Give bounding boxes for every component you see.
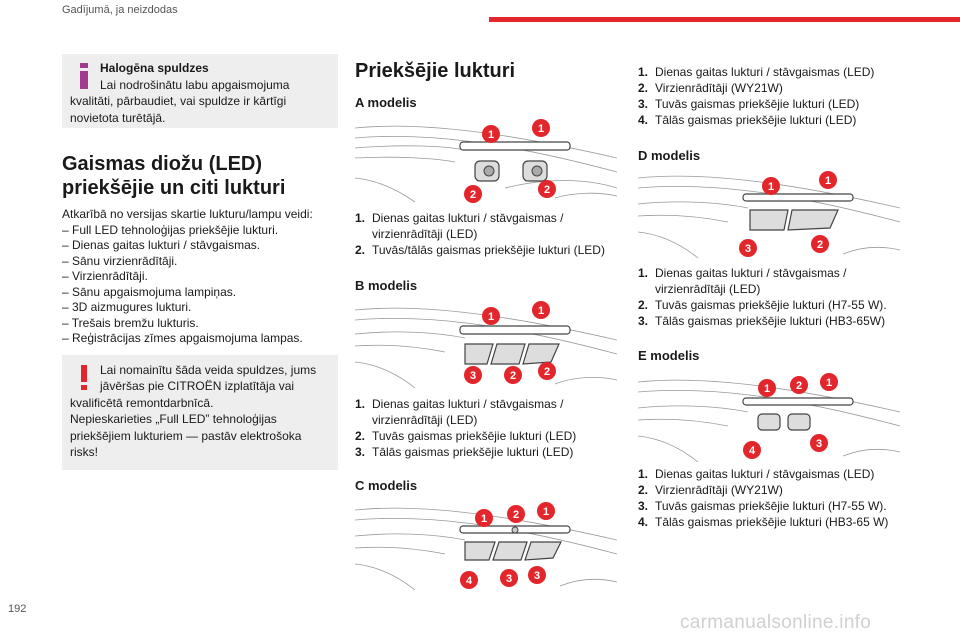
model-b-list (355, 396, 617, 460)
list-item: 1. Dienas gaitas lukturi / stāvgaismas / virzienrādītāji (LED) (355, 397, 564, 427)
headlights-title: Priekšējie lukturi (355, 60, 516, 82)
callout-badge (475, 509, 493, 527)
warning-note (62, 355, 338, 470)
model-a-diagram (355, 118, 617, 206)
led-item: – Trešais bremžu lukturis. (62, 315, 199, 330)
list-item: 2. Virzienrādītāji (WY21W) (638, 483, 783, 497)
model-a-list (355, 210, 617, 258)
badge-label: 1 (537, 123, 545, 135)
callout-badge (819, 171, 837, 189)
badge-label: 2 (509, 370, 517, 382)
callout-badge (507, 505, 525, 523)
badge-label: 3 (469, 370, 477, 382)
drl-strip (743, 398, 853, 405)
lamp-segment (525, 542, 561, 560)
header-accent-bar (489, 17, 960, 22)
lamp-segment (750, 210, 788, 230)
model-d-list (638, 265, 900, 329)
callout-badge (810, 434, 828, 452)
callout-badge (532, 301, 550, 319)
led-item: – 3D aizmugures lukturi. (62, 300, 192, 314)
callout-badge (820, 373, 838, 391)
list-item: 4. Tālās gaismas priekšējie lukturi (HB3-65 W) (638, 515, 889, 529)
model-d-diagram (638, 168, 900, 260)
lamp-segment (523, 344, 559, 364)
info-note (62, 54, 338, 128)
warning-note-line: Lai nomainītu šāda veida spuldzes, jums (100, 362, 317, 377)
callout-badge (482, 307, 500, 325)
drl-strip (743, 194, 853, 201)
model-c-diagram (355, 500, 617, 592)
model-e-heading: E modelis (638, 348, 700, 363)
badge-label: 2 (512, 509, 520, 521)
badge-label: 3 (505, 573, 513, 585)
info-note-line: novietota turētājā. (70, 110, 166, 125)
warning-note-line: priekšējiem lukturiem — pastāv elektrošoka (70, 428, 302, 443)
led-item: – Sānu virzienrādītāji. (62, 253, 178, 268)
info-note-line: kvalitāti, pārbaudiet, vai spuldze ir kārtīgi (70, 94, 287, 108)
lamp-segment (493, 542, 527, 560)
list-item: 1. Dienas gaitas lukturi / stāvgaismas (LED) (638, 467, 875, 481)
callout-badge (537, 502, 555, 520)
model-b-heading: B modelis (355, 278, 418, 293)
badge-label: 4 (748, 445, 756, 457)
led-item: – Full LED tehnoloģijas priekšējie lukturi. (62, 222, 279, 237)
badge-label: 2 (543, 184, 551, 196)
badge-label: 3 (815, 438, 823, 450)
callout-badge (811, 235, 829, 253)
led-item: – Sānu apgaismojuma lampiņas. (62, 284, 237, 299)
callout-badge (504, 366, 522, 384)
badge-label: 2 (469, 189, 477, 201)
model-e-list (638, 466, 900, 530)
list-item: 1. Dienas gaitas lukturi / stāvgaismas / virzienrādītāji (LED) (355, 211, 564, 241)
badge-label: 1 (763, 383, 771, 395)
list-item: 2. Tuvās/tālās gaismas priekšējie lukturi (LED) (355, 243, 605, 257)
list-item: 2. Tuvās gaismas priekšējie lukturi (LED) (355, 429, 577, 443)
callout-badge (739, 239, 757, 257)
list-item: 1. Dienas gaitas lukturi / stāvgaismas (LED) (638, 65, 875, 79)
led-item: – Reģistrācijas zīmes apgaismojuma lampas. (62, 331, 303, 345)
watermark: carmanualsonline.info (680, 612, 872, 633)
list-item: 3. Tuvās gaismas priekšējie lukturi (H7-55 W). (638, 499, 887, 513)
led-section-body (62, 207, 338, 347)
model-e-diagram (638, 372, 900, 462)
callout-badge (743, 441, 761, 459)
warning-note-line: kvalificētā remontdarbnīcā. (70, 395, 214, 410)
callout-badge (538, 180, 556, 198)
model-d-heading: D modelis (638, 148, 701, 163)
model-c-heading: C modelis (355, 478, 418, 493)
badge-label: 1 (487, 311, 495, 323)
warning-icon (74, 364, 94, 392)
led-title-line: Gaismas diožu (LED) (62, 153, 263, 175)
callout-badge (482, 125, 500, 143)
led-item: – Virzienrādītāji. (62, 269, 148, 283)
list-item: 2. Tuvās gaismas priekšējie lukturi (H7-55 W). (638, 298, 887, 312)
info-icon (74, 62, 94, 90)
callout-badge (464, 185, 482, 203)
model-c-list (638, 64, 908, 128)
lamp-segment (491, 344, 525, 364)
badge-label: 2 (795, 380, 803, 392)
callout-badge (762, 177, 780, 195)
info-note-title: Halogēna spuldzes (100, 61, 209, 75)
badge-label: 4 (465, 575, 473, 587)
badge-label: 3 (533, 570, 541, 582)
led-intro: Atkarībā no versijas skartie lukturu/lampu veidi: (62, 207, 313, 221)
list-item: 4. Tālās gaismas priekšējie lukturi (LED) (638, 113, 857, 127)
lamp-segment (788, 210, 838, 230)
callout-badge (500, 569, 518, 587)
led-title-line: priekšējie un citi lukturi (62, 177, 286, 199)
lamp-left (758, 414, 780, 430)
led-item: – Dienas gaitas lukturi / stāvgaismas. (62, 238, 261, 252)
callout-badge (538, 362, 556, 380)
badge-label: 1 (542, 506, 550, 518)
list-item: 3. Tuvās gaismas priekšējie lukturi (LED) (638, 97, 860, 111)
list-item: 1. Dienas gaitas lukturi / stāvgaismas / virzienrādītāji (LED) (638, 266, 847, 296)
info-note-line: Lai nodrošinātu labu apgaismojuma (100, 77, 290, 92)
badge-label: 2 (543, 366, 551, 378)
list-item: 3. Tālās gaismas priekšējie lukturi (LED) (355, 445, 574, 459)
badge-label: 1 (537, 305, 545, 317)
callout-badge (528, 566, 546, 584)
left-column (62, 54, 338, 470)
callout-badge (460, 571, 478, 589)
callout-badge (464, 366, 482, 384)
running-header: Gadījumā, ja neizdodas (62, 4, 178, 16)
drl-strip (460, 142, 570, 150)
list-item: 2. Virzienrādītāji (WY21W) (638, 81, 783, 95)
badge-label: 1 (824, 175, 832, 187)
badge-label: 1 (487, 129, 495, 141)
callout-badge (532, 119, 550, 137)
model-a-heading: A modelis (355, 95, 417, 110)
lamp-segment (465, 542, 495, 560)
badge-label: 3 (744, 243, 752, 255)
badge-label: 2 (816, 239, 824, 251)
page-number: 192 (8, 603, 27, 615)
model-b-diagram (355, 300, 617, 390)
led-section-title (62, 152, 338, 200)
lamp-segment (465, 344, 493, 364)
warning-note-line: jāvēršas pie CITROËN izplatītāja vai (100, 379, 295, 393)
lamp-right (788, 414, 810, 430)
badge-label: 1 (825, 377, 833, 389)
drl-strip (460, 326, 570, 334)
warning-note-line: risks! (70, 445, 98, 459)
callout-badge (758, 379, 776, 397)
badge-label: 1 (480, 513, 488, 525)
warning-note-line: Nepieskarieties „Full LED” tehnoloģijas (70, 412, 277, 426)
badge-label: 1 (767, 181, 775, 193)
callout-badge (790, 376, 808, 394)
list-item: 3. Tālās gaismas priekšējie lukturi (HB3-65W) (638, 314, 886, 328)
